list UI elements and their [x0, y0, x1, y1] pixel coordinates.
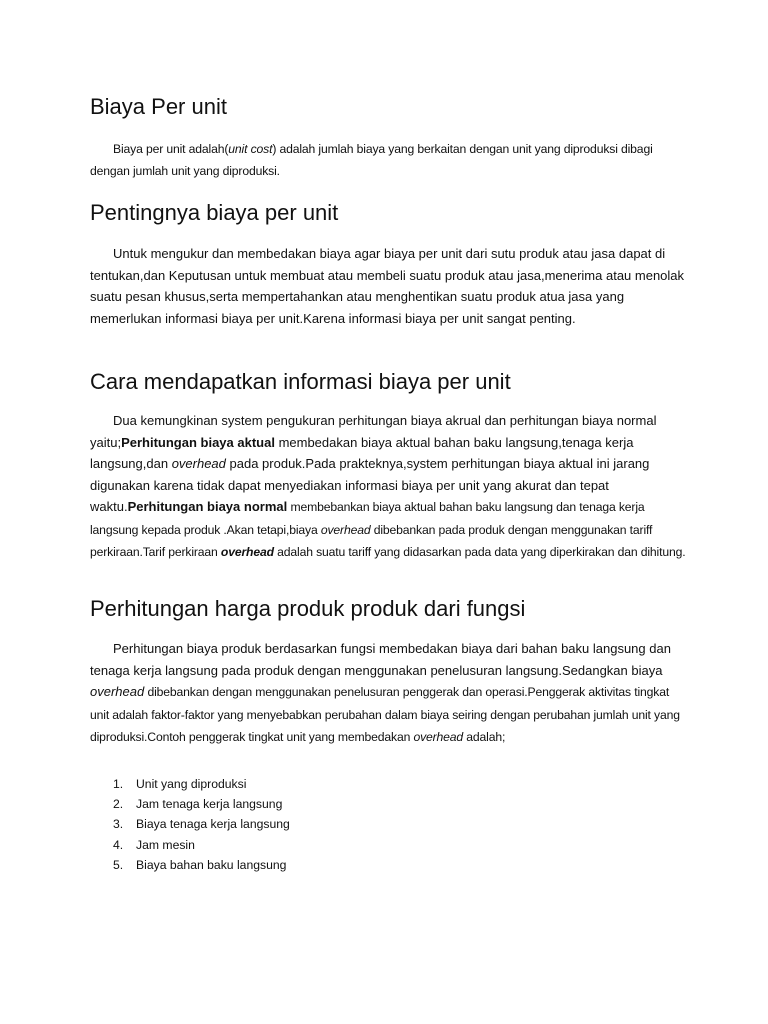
list-item — [90, 814, 290, 834]
list-number: 1. — [113, 777, 124, 791]
paragraph-cara-mendapatkan — [90, 410, 686, 564]
fungsi-text-1: Perhitungan biaya produk berdasarkan fungsi membedakan biaya dari bahan baku langsung dan tenaga kerja langsung pada produk dengan menggunakan penelusuran langsung.Sedangkan biaya — [90, 641, 671, 678]
list-text: Jam tenaga kerja langsung — [136, 797, 283, 812]
heading-pentingnya: Pentingnya biaya per unit — [90, 200, 339, 225]
fungsi-text-3: dibebankan dengan menggunakan penelusuran penggerak dan operasi.Penggerak aktivitas tingkat unit adalah faktor-faktor yang menyebabkan perubahan dalam biaya seiring dengan perubahan jumlah unit yang diproduksi.Contoh penggerak tingkat unit yang membedakan — [90, 685, 680, 744]
term-overhead-1: overhead — [171, 456, 226, 471]
cara-text-11: adalah suatu tariff yang didasarkan pada data yang diperkirakan dan dihitung. — [273, 545, 686, 559]
term-overhead-3: overhead — [220, 545, 274, 559]
list-item — [90, 794, 290, 814]
term-overhead-4: overhead — [90, 684, 145, 699]
paragraph-perhitungan-harga — [90, 638, 686, 749]
list-text: Unit yang diproduksi — [136, 777, 247, 791]
cara-text-1: Dua kemungkinan system pengukuran perhitungan biaya akrual dan perhitungan biaya normal yaitu; — [90, 413, 657, 450]
term-overhead-2: overhead — [320, 522, 371, 537]
list-number: 4. — [113, 837, 124, 852]
term-overhead-5: overhead — [413, 730, 464, 744]
list-item — [90, 774, 290, 794]
list-text: Jam mesin — [136, 837, 195, 852]
definition-text-a: Biaya per unit adalah( — [113, 142, 229, 156]
paragraph-definition — [90, 139, 686, 182]
definition-term: unit cost — [228, 142, 273, 156]
heading-perhitungan-harga: Perhitungan harga produk produk dari fungsi — [90, 596, 526, 621]
list-text: Biaya tenaga kerja langsung — [136, 817, 290, 832]
heading-biaya-per-unit: Biaya Per unit — [90, 94, 227, 119]
heading-cara-mendapatkan: Cara mendapatkan informasi biaya per unit — [90, 369, 511, 394]
cara-text-3: membedakan biaya aktual bahan baku langsung,tenaga kerja langsung,dan — [90, 434, 634, 471]
list-text: Biaya bahan baku langsung — [136, 857, 287, 872]
list-number: 5. — [113, 857, 124, 872]
list-number: 3. — [113, 817, 124, 832]
definition-text-c: ) adalah jumlah biaya yang berkaitan dengan unit yang diproduksi dibagi dengan jumlah unit yang diproduksi. — [90, 142, 653, 178]
driver-list — [90, 774, 290, 875]
fungsi-text-5: adalah; — [463, 730, 506, 744]
cara-text-7: membebankan biaya aktual bahan baku langsung dan tenaga kerja langsung kepada produk .Akan tetapi,biaya — [90, 500, 645, 537]
term-perhitungan-aktual: Perhitungan biaya aktual — [121, 434, 275, 450]
list-item — [90, 835, 290, 855]
list-number: 2. — [113, 797, 124, 812]
paragraph-pentingnya: Untuk mengukur dan membedakan biaya agar biaya per unit dari sutu produk atau jasa dapat di tentukan,dan Keputusan untuk membuat atau membeli suatu produk atau jasa,menerima atau menolak suatu pesan khusus,serta mempertahankan atau menghentikan suatu produk atua jasa yang memerlukan informasi biaya per unit.Karena informasi biaya per unit sangat penting. — [90, 246, 685, 326]
list-item — [90, 855, 290, 875]
cara-text-9: dibebankan pada produk dengan menggunakan tariff perkiraan.Tarif perkiraan — [90, 522, 653, 559]
cara-text-5: pada produk.Pada prakteknya,system perhitungan biaya aktual ini jarang digunakan karena tidak dapat menyediakan informasi biaya per unit yang akurat dan tepat waktu. — [90, 456, 650, 514]
term-perhitungan-normal: Perhitungan biaya normal — [127, 499, 288, 514]
